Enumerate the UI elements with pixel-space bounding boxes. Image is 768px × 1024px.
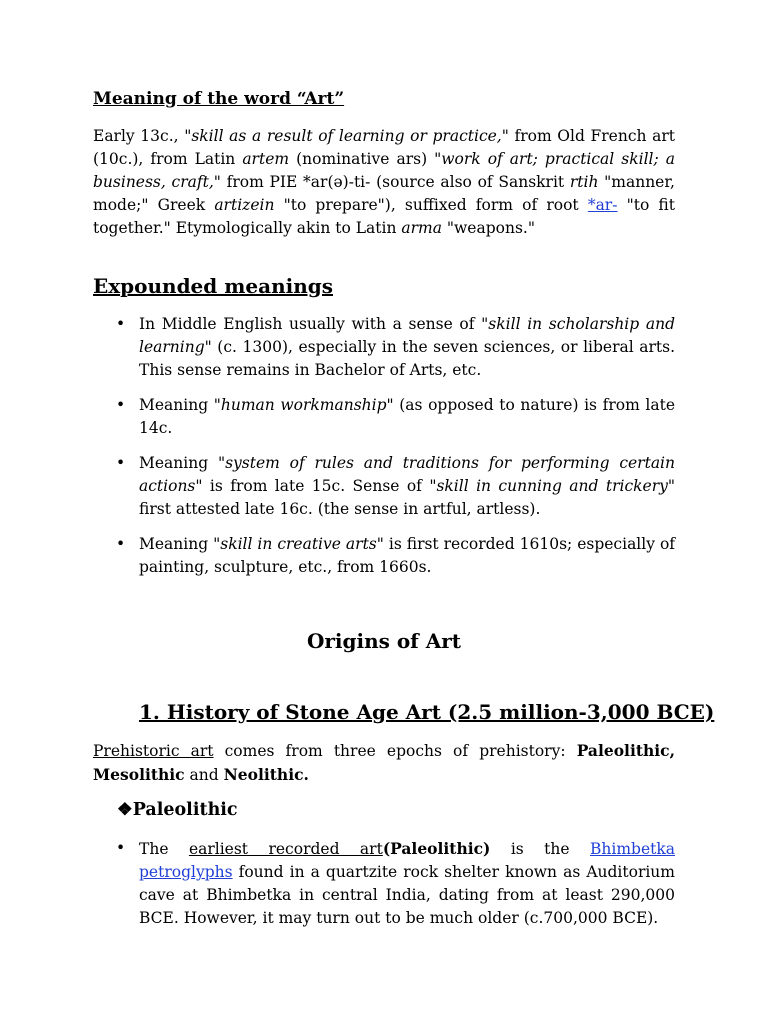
ar-root-link[interactable]: *ar- [587,196,618,214]
quote-span: "human workmanship" [213,396,394,414]
text-span: Meaning [139,535,214,553]
origins-title: Origins of Art [306,629,462,653]
bhimbetka-link[interactable]: Bhimbetka petroglyphs [139,840,675,881]
text-span: "to prepare"), suffixed form of root [274,196,588,214]
text-span: "to fit together." Etymologically akin to Latin [93,196,676,237]
list-item [93,452,675,521]
text-span: is first recorded 1610s; especially of painting, sculpture, etc., from 1660s. [139,535,676,576]
prehistoric-art-term: Prehistoric art [93,742,214,760]
paleolithic-list [93,837,675,942]
epoch-term: (Paleolithic) [382,839,491,858]
text-span: found in a quartzite rock shelter known as Auditorium cave at Bhimbetka in central India, dating from at least 290,000 BCE. However, it may turn out to be much older (c.700,000 BCE). [139,863,675,927]
quote-span: "skill in creative arts" [213,535,384,553]
meaning-title: Meaning of the word “Art” [93,89,345,109]
paleolithic-title: Paleolithic [132,800,238,820]
expounded-title: Expounded meanings [93,274,333,298]
epoch-term: Neolithic. [223,765,309,784]
text-span: from PIE *ar(ə)-ti- (source also of Sanskrit [220,173,570,191]
bullet-icon: • [116,535,126,553]
text-span: Early 13c., [93,127,185,145]
epoch-term: Paleolithic, [576,741,675,760]
text-span: Meaning [139,396,214,414]
list-item [93,313,675,382]
text-span: "weapons." [441,219,535,237]
list-item [93,394,675,440]
quote-span: "system of rules and traditions for performing certain actions" [139,454,676,495]
text-span: "manner, mode;" Greek [93,173,675,214]
list-item [93,533,675,579]
quote-span: "skill in cunning and trickery" [429,477,675,495]
text-span: The [139,840,189,858]
text-span: is the [490,840,590,858]
bullet-icon: • [116,315,126,333]
text-span: (nominative ars) [289,150,435,168]
text-span: In Middle English usually with a sense of [139,315,482,333]
history-title: 1. History of Stone Age Art (2.5 million-3,000 BCE) [139,700,715,724]
term-span: arma [401,219,442,237]
quote-span: "work of art; practical skill; a business, craft," [93,150,675,191]
text-span: from Old French art (10c.), from Latin [93,127,676,168]
text-span: (as opposed to nature) is from late 14c. [139,396,675,437]
paleolithic-heading [117,797,238,823]
diamond-bullet-icon: ❖ [117,800,133,820]
bullet-icon: • [116,839,126,857]
term-span: artem [242,150,290,168]
text-span: and [184,766,224,784]
text-span: (c. 1300), especially in the seven sciences, or liberal arts. This sense remains in Bachelor of Arts, etc. [139,338,675,379]
list-item [93,837,675,930]
quote-span: "skill as a result of learning or practice," [184,127,509,145]
term-span: rtih [569,173,599,191]
expounded-list [93,313,675,591]
quote-span: "skill in scholarship and learning" [139,315,675,356]
meaning-paragraph [93,125,675,240]
bullet-icon: • [116,454,126,472]
bullet-icon: • [116,396,126,414]
term-span: artizein [214,196,275,214]
text-span: comes from three epochs of prehistory: [213,742,577,760]
text-span: is from late 15c. Sense of [202,477,430,495]
text-span: Meaning [139,454,218,472]
epoch-term: Mesolithic [93,765,185,784]
earliest-art-term: earliest recorded art [188,840,383,858]
text-span: first attested late 16c. (the sense in artful, artless). [139,500,541,518]
history-intro [93,739,675,787]
